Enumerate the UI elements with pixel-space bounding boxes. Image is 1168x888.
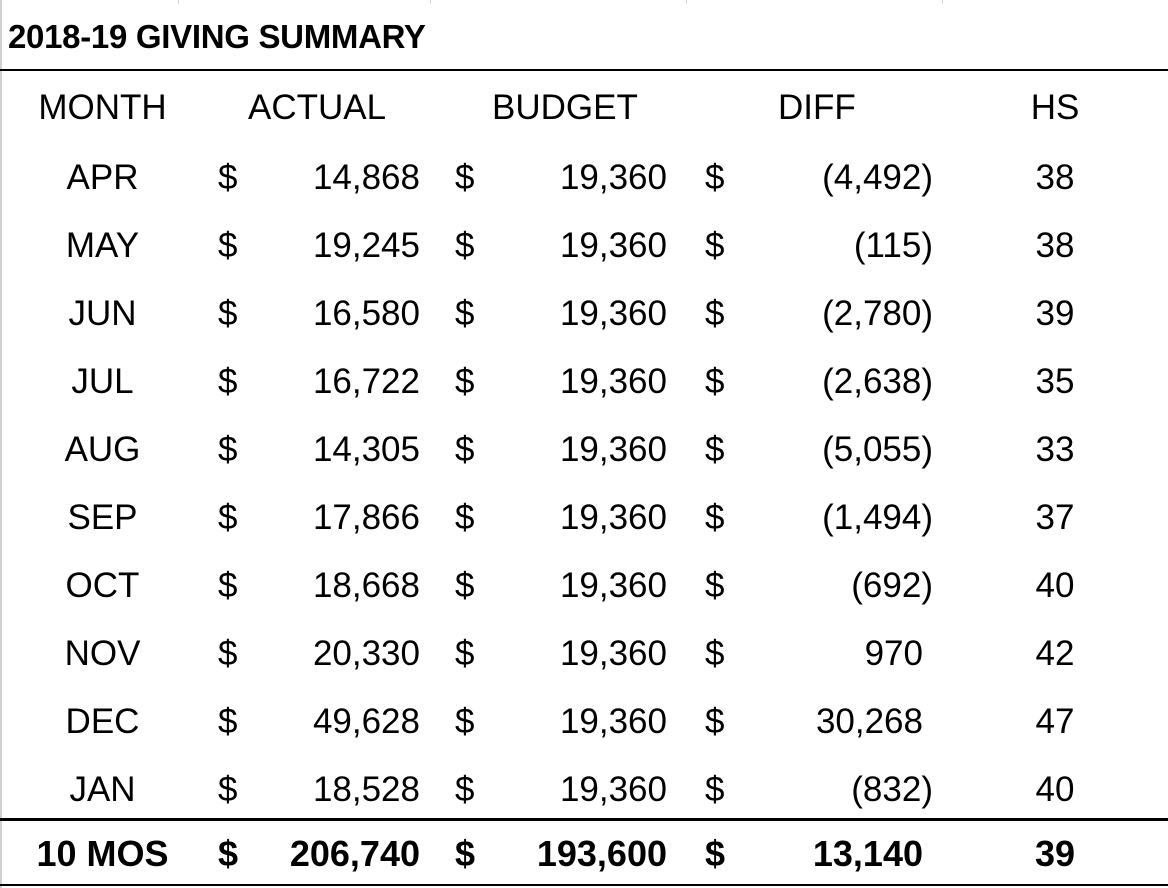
currency-symbol: $ xyxy=(455,498,475,537)
actual-cell: 20,330 xyxy=(312,634,420,673)
currency-symbol: $ xyxy=(455,566,475,605)
currency-symbol: $ xyxy=(455,634,475,673)
currency-symbol: $ xyxy=(705,294,725,333)
month-cell: SEP xyxy=(67,498,138,537)
month-cell: OCT xyxy=(65,566,140,605)
currency-symbol: $ xyxy=(218,702,238,741)
table-row xyxy=(0,212,1168,280)
month-cell: AUG xyxy=(64,430,141,469)
total-hs: 39 xyxy=(1034,833,1076,874)
budget-cell: 19,360 xyxy=(559,702,667,741)
diff-cell: (832) xyxy=(851,770,933,809)
diff-cell: 30,268 xyxy=(815,702,923,741)
table-header-row xyxy=(0,74,1168,142)
hs-cell: 40 xyxy=(1035,770,1075,809)
total-bottom-rule xyxy=(0,884,1168,886)
header-actual: ACTUAL xyxy=(248,88,387,127)
actual-cell: 14,868 xyxy=(312,158,420,197)
currency-symbol: $ xyxy=(218,430,238,469)
month-cell: DEC xyxy=(65,702,140,741)
currency-symbol: $ xyxy=(218,634,238,673)
diff-cell: (115) xyxy=(853,226,933,265)
currency-symbol: $ xyxy=(705,430,725,469)
diff-cell: (2,638) xyxy=(822,362,933,401)
hs-cell: 40 xyxy=(1035,566,1075,605)
currency-symbol: $ xyxy=(705,362,725,401)
table-row xyxy=(0,144,1168,212)
budget-cell: 19,360 xyxy=(559,430,667,469)
currency-symbol: $ xyxy=(218,770,238,809)
total-month: 10 MOS xyxy=(36,833,169,874)
actual-cell: 49,628 xyxy=(312,702,420,741)
column-gridline xyxy=(178,0,179,4)
table-row xyxy=(0,416,1168,484)
currency-symbol: $ xyxy=(218,158,238,197)
total-diff: 13,140 xyxy=(812,833,923,874)
table-row xyxy=(0,348,1168,416)
table-row xyxy=(0,552,1168,620)
actual-cell: 18,528 xyxy=(312,770,420,809)
month-cell: JUL xyxy=(71,362,134,401)
total-budget: 193,600 xyxy=(536,833,667,874)
table-row xyxy=(0,280,1168,348)
currency-symbol: $ xyxy=(218,294,238,333)
currency-symbol: $ xyxy=(218,226,238,265)
currency-symbol: $ xyxy=(705,634,725,673)
sheet-title: 2018-19 GIVING SUMMARY xyxy=(8,18,426,55)
currency-symbol: $ xyxy=(705,833,726,874)
budget-cell: 19,360 xyxy=(559,498,667,537)
hs-cell: 37 xyxy=(1035,498,1075,537)
diff-cell: (2,780) xyxy=(822,294,933,333)
table-row xyxy=(0,688,1168,756)
budget-cell: 19,360 xyxy=(559,634,667,673)
column-gridline xyxy=(942,0,943,4)
budget-cell: 19,360 xyxy=(559,158,667,197)
budget-cell: 19,360 xyxy=(559,294,667,333)
month-cell: APR xyxy=(66,158,139,197)
currency-symbol: $ xyxy=(455,226,475,265)
budget-cell: 19,360 xyxy=(559,226,667,265)
header-budget: BUDGET xyxy=(492,88,638,127)
currency-symbol: $ xyxy=(455,430,475,469)
currency-symbol: $ xyxy=(218,833,239,874)
column-gridline xyxy=(430,0,431,4)
table-row xyxy=(0,620,1168,688)
hs-cell: 33 xyxy=(1035,430,1075,469)
header-hs: HS xyxy=(1030,88,1080,127)
title-divider xyxy=(0,69,1168,71)
month-cell: NOV xyxy=(64,634,141,673)
diff-cell: (4,492) xyxy=(822,158,933,197)
budget-cell: 19,360 xyxy=(559,362,667,401)
total-row xyxy=(0,820,1168,888)
hs-cell: 42 xyxy=(1035,634,1075,673)
budget-cell: 19,360 xyxy=(559,770,667,809)
diff-cell: 970 xyxy=(864,634,923,673)
currency-symbol: $ xyxy=(218,566,238,605)
currency-symbol: $ xyxy=(218,362,238,401)
header-diff: DIFF xyxy=(778,88,856,127)
currency-symbol: $ xyxy=(705,498,725,537)
actual-cell: 16,580 xyxy=(312,294,420,333)
budget-cell: 19,360 xyxy=(559,566,667,605)
hs-cell: 39 xyxy=(1035,294,1075,333)
currency-symbol: $ xyxy=(455,702,475,741)
month-cell: MAY xyxy=(65,226,140,265)
diff-cell: (1,494) xyxy=(822,498,933,537)
currency-symbol: $ xyxy=(455,770,475,809)
month-cell: JAN xyxy=(69,770,136,809)
currency-symbol: $ xyxy=(218,498,238,537)
hs-cell: 38 xyxy=(1035,158,1075,197)
table-row xyxy=(0,756,1168,824)
actual-cell: 18,668 xyxy=(312,566,420,605)
currency-symbol: $ xyxy=(455,362,475,401)
month-cell: JUN xyxy=(68,294,137,333)
currency-symbol: $ xyxy=(455,833,476,874)
hs-cell: 38 xyxy=(1035,226,1075,265)
actual-cell: 14,305 xyxy=(312,430,420,469)
hs-cell: 47 xyxy=(1035,702,1075,741)
currency-symbol: $ xyxy=(705,566,725,605)
diff-cell: (692) xyxy=(851,566,933,605)
currency-symbol: $ xyxy=(705,702,725,741)
currency-symbol: $ xyxy=(705,770,725,809)
hs-cell: 35 xyxy=(1035,362,1075,401)
column-gridline xyxy=(686,0,687,4)
actual-cell: 17,866 xyxy=(312,498,420,537)
table-row xyxy=(0,484,1168,552)
diff-cell: (5,055) xyxy=(822,430,933,469)
actual-cell: 16,722 xyxy=(312,362,420,401)
currency-symbol: $ xyxy=(455,294,475,333)
currency-symbol: $ xyxy=(705,158,725,197)
header-month: MONTH xyxy=(38,88,167,127)
currency-symbol: $ xyxy=(455,158,475,197)
actual-cell: 19,245 xyxy=(312,226,420,265)
total-actual: 206,740 xyxy=(289,833,420,874)
currency-symbol: $ xyxy=(705,226,725,265)
